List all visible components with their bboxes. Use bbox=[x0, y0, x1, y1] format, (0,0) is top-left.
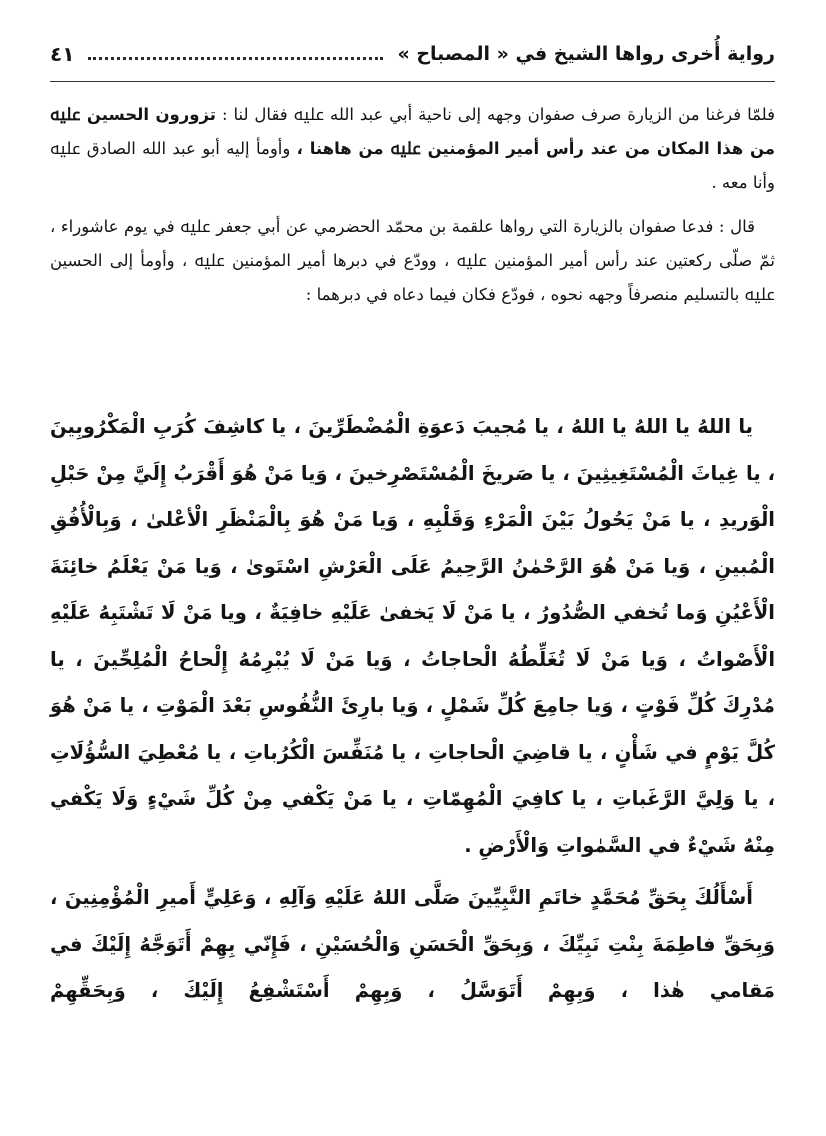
paragraph-1 bbox=[50, 98, 775, 200]
paragraph-2: قال : فدعا صفوان بالزيارة التي رواها علقمة بن محمّد الحضرمي عن أبي جعفر ﷷ في يوم عاشوراء ، ثمّ صلّى ركعتين عند رأس أمير المؤمنين ﷷ ، وودّع في دبرها أمير المؤمنين ﷷ ، وأومأ إلى الحسين ﷷ بالتسليم منصرفاً وجهه نحوه ، فودّع فكان فيما دعاه في دبرهما : bbox=[50, 217, 775, 304]
paragraph-1-bold: تزورون الحسين ﷷ من هذا المكان من عند رأس أمير المؤمنين ﷷ من هاهنا ، bbox=[50, 105, 776, 158]
paragraph-4: أَسْأَلُكَ بِحَقِّ مُحَمَّدٍ خاتَمِ النَّبِيِّينَ صَلَّى اللهُ عَلَيْهِ وَآلِهِ ، وَعَلِيٍّ أَميرِ الْمُؤْمِنِينَ ، وَبِحَقِّ فاطِمَةَ بِنْتِ نَبِيِّكَ ، وَبِحَقِّ الْحَسَنِ وَالْحُسَيْنِ ، فَإِنّي بِهِمْ أَتَوَجَّهُ إِلَيْكَ في مَقامي هٰذا ، وَبِهِمْ أَتَوَسَّلُ ، وَبِهِمْ أَسْتَشْفِعُ إِلَيْكَ ، وَبِحَقِّهِمْ bbox=[50, 886, 775, 1002]
paragraph-1-text-b: وأومأ إليه أبو عبد الله الصادق ﷷ وأنا معه . bbox=[50, 139, 775, 192]
narrative-text bbox=[50, 98, 775, 312]
header-divider bbox=[50, 81, 775, 82]
paragraph-1-text-a: فلمّا فرغنا من الزيارة صرف صفوان وجهه إلى ناحية أبي عبد الله ﷷ فقال لنا : bbox=[216, 105, 775, 124]
paragraph-3: يا اللهُ يا اللهُ يا اللهُ ، يا مُجيبَ دَعوَةِ الْمُضْطَرِّينَ ، يا كاشِفَ كُرَبِ الْمَكْرُوبِينَ ، يا غِياثَ الْمُسْتَغِيثِينَ ، يا صَريخَ الْمُسْتَصْرِخينَ ، وَيا مَنْ هُوَ أَقْرَبُ إِلَيَّ مِنْ حَبْلِ الْوَريدِ ، يا مَنْ يَحُولُ بَيْنَ الْمَرْءِ وَقَلْبِهِ ، وَيا مَنْ هُوَ بِالْمَنْظَرِ الْأعْلىٰ ، وَبِالْأُفُقِ الْمُبينِ ، وَيا مَنْ هُوَ الرَّحْمٰنُ الرَّحِيمُ عَلَى الْعَرْشِ اسْتَوىٰ ، وَيا مَنْ يَعْلَمُ خائِنَةَ الْأَعْيُنِ وَما تُخفي الصُّدُورُ ، يا مَنْ لَا يَخفىٰ عَلَيْهِ خافِيَةٌ ، ويا مَنْ لَا تَشْتَبِهُ عَلَيْهِ الْأَصْواتُ ، وَيا مَنْ لَا تُغَلِّطُهُ الْحاجاتُ ، وَيا مَنْ لَا يُبْرِمُهُ إِلْحاحُ الْمُلِحِّينَ ، يا مُدْرِكَ كُلِّ فَوْتٍ ، وَيا جامِعَ كُلِّ شَمْلٍ ، وَيا بارِئَ النُّفُوسِ بَعْدَ الْمَوْتِ ، يا مَنْ هُوَ كُلَّ يَوْمٍ في شَأْنٍ ، يا قاضِيَ الْحاجاتِ ، يا مُنَفِّسَ الْكُرُباتِ ، يا مُعْطِيَ السُّؤُلَاتِ ، يا وَلِيَّ الرَّغَباتِ ، يا كافِيَ الْمُهِمّاتِ ، يا مَنْ يَكْفي مِنْ كُلِّ شَيْءٍ وَلَا يَكْفي مِنْهُ شَيْءٌ في السَّمٰواتِ وَالْأَرْضِ . bbox=[50, 415, 775, 857]
chapter-title: رواية أُخرى رواها الشيخ في « المصباح » bbox=[397, 43, 775, 65]
page-number: ٤١ bbox=[50, 42, 75, 66]
dotted-leader bbox=[88, 57, 383, 60]
running-header bbox=[50, 34, 775, 74]
supplication-text bbox=[50, 404, 775, 1015]
document-page bbox=[50, 0, 775, 1136]
